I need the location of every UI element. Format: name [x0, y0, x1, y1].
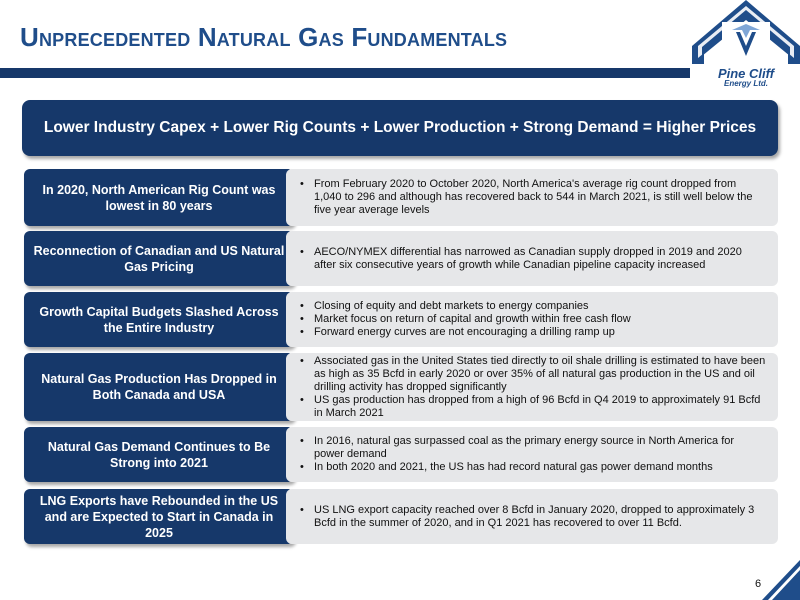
- row-heading: Reconnection of Canadian and US Natural Gas Pricing: [24, 231, 294, 286]
- logo-name: Pine Cliff: [717, 66, 775, 81]
- row-details: [286, 489, 778, 544]
- bullet-item: • From February 2020 to October 2020, North America's average rig count dropped from 1,040 to 296 and although has recovered back to 544 in March 2021, is still well below the five year average levels: [300, 178, 766, 217]
- bullet-item: • In both 2020 and 2021, the US has had record natural gas power demand months: [300, 461, 766, 474]
- title-underline-bar: [0, 68, 690, 78]
- bullet-item: • Associated gas in the United States tied directly to oil shale drilling is estimated to have been as high as 35 Bcfd in early 2020 or over 35% of all natural gas production in the US and oil drilling activity has dropped significantly: [300, 355, 766, 394]
- row-heading: Natural Gas Demand Continues to Be Strong into 2021: [24, 427, 294, 482]
- bullet-list: [300, 504, 766, 530]
- headline-banner: Lower Industry Capex + Lower Rig Counts + Lower Production + Strong Demand = Higher Prices: [22, 100, 778, 156]
- page-title: Unprecedented Natural Gas Fundamentals: [20, 22, 508, 52]
- row-heading: Growth Capital Budgets Slashed Across the Entire Industry: [24, 292, 294, 347]
- bullet-list: [300, 355, 766, 420]
- page-number: 6: [755, 578, 762, 590]
- row-details: [286, 292, 778, 347]
- bullet-item: • US LNG export capacity reached over 8 Bcfd in January 2020, dropped to approximately 3 Bcfd in the summer of 2020, and in Q1 2021 has recovered to over 11 Bcfd.: [300, 504, 766, 530]
- row-details: [286, 427, 778, 482]
- row-details: [286, 353, 778, 421]
- bullet-list: [300, 246, 766, 272]
- row-heading: Natural Gas Production Has Dropped in Both Canada and USA: [24, 353, 294, 421]
- row-heading: In 2020, North American Rig Count was lowest in 80 years: [24, 169, 294, 226]
- bullet-item: • Forward energy curves are not encouraging a drilling ramp up: [300, 326, 631, 339]
- row-details: [286, 169, 778, 226]
- bullet-list: [300, 300, 631, 339]
- row-details: [286, 231, 778, 286]
- fundamental-row: [0, 231, 800, 286]
- fundamental-row: [0, 169, 800, 226]
- bullet-item: • AECO/NYMEX differential has narrowed as Canadian supply dropped in 2019 and 2020 after six consecutive years of growth while Canadian pipeline capacity increased: [300, 246, 766, 272]
- row-heading: LNG Exports have Rebounded in the US and are Expected to Start in Canada in 2025: [24, 489, 294, 544]
- fundamental-row: [0, 292, 800, 347]
- bullet-item: • In 2016, natural gas surpassed coal as the primary energy source in North America for power demand: [300, 435, 766, 461]
- bullet-list: [300, 435, 766, 474]
- bullet-item: • Market focus on return of capital and growth within free cash flow: [300, 313, 631, 326]
- fundamental-row: [0, 427, 800, 482]
- logo-subtitle: Energy Ltd.: [723, 79, 768, 88]
- bullet-list: [300, 178, 766, 217]
- fundamental-row: [0, 489, 800, 544]
- bullet-item: • US gas production has dropped from a high of 96 Bcfd in Q4 2019 to approximately 91 Bcfd in March 2021: [300, 394, 766, 420]
- fundamental-row: [0, 353, 800, 421]
- bullet-item: • Closing of equity and debt markets to energy companies: [300, 300, 631, 313]
- company-logo: [692, 0, 800, 92]
